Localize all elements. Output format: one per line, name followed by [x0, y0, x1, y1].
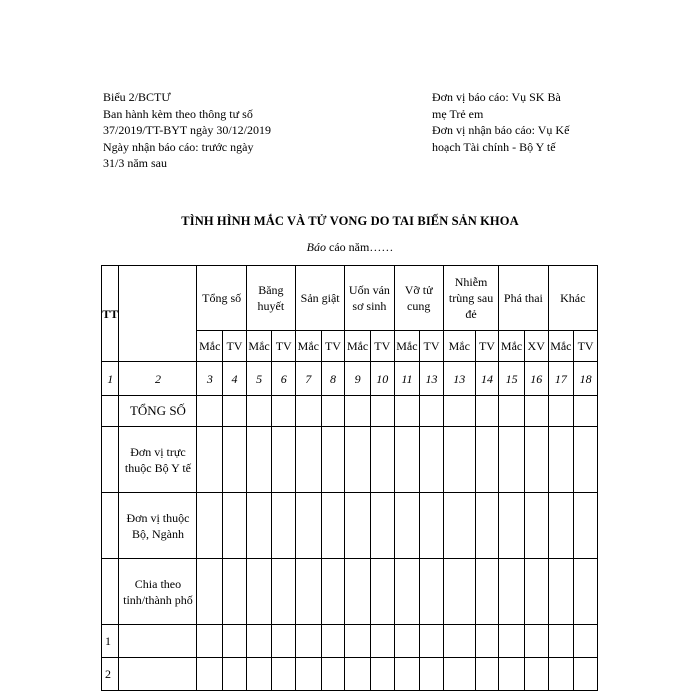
data-cell — [524, 396, 548, 427]
data-cell — [246, 493, 272, 559]
data-cell — [394, 427, 420, 493]
group-header: Khác — [548, 266, 597, 331]
row-tt: 2 — [102, 658, 119, 691]
data-cell — [574, 396, 598, 427]
data-cell — [524, 658, 548, 691]
data-cell — [370, 658, 394, 691]
document-title: TÌNH HÌNH MẮC VÀ TỬ VONG DO TAI BIẾN SẢN KHOA — [181, 214, 519, 228]
data-cell — [420, 396, 444, 427]
data-cell — [524, 493, 548, 559]
sub-header: TV — [321, 331, 345, 362]
report-table — [101, 265, 598, 691]
receiving-unit: Đơn vị nhận báo cáo: Vụ Kế — [432, 123, 570, 137]
data-cell — [443, 396, 475, 427]
data-cell — [272, 427, 296, 493]
data-cell — [321, 493, 345, 559]
form-code: Biểu 2/BCTƯ — [103, 90, 171, 104]
tt-header: TT — [102, 266, 119, 362]
group-header: Nhiễm trùng sau đẻ — [443, 266, 498, 331]
data-cell — [246, 658, 272, 691]
data-cell — [197, 427, 223, 493]
receive-date-line-2: 31/3 năm sau — [103, 156, 167, 170]
data-cell — [548, 559, 574, 625]
data-cell — [499, 658, 525, 691]
row-tt: 1 — [102, 625, 119, 658]
data-cell — [321, 559, 345, 625]
data-cell — [499, 625, 525, 658]
circular-ref: 37/2019/TT-BYT ngày 30/12/2019 — [103, 123, 271, 137]
data-cell — [574, 493, 598, 559]
sub-header: Mắc — [443, 331, 475, 362]
data-cell — [345, 493, 371, 559]
data-cell — [524, 625, 548, 658]
table-row — [102, 658, 598, 691]
row-tt — [102, 559, 119, 625]
data-cell — [272, 658, 296, 691]
data-cell — [475, 396, 499, 427]
column-number: 5 — [246, 362, 272, 396]
issued-by-line: Ban hành kèm theo thông tư số — [103, 106, 253, 121]
data-cell — [197, 493, 223, 559]
subtitle-italic: Báo — [306, 240, 327, 254]
group-header: Tổng số — [197, 266, 246, 331]
column-number: 13 — [443, 362, 475, 396]
column-number: 3 — [197, 362, 223, 396]
data-cell — [345, 396, 371, 427]
group-header: Sản giật — [296, 266, 345, 331]
data-cell — [443, 427, 475, 493]
sub-header: TV — [223, 331, 247, 362]
column-number: 8 — [321, 362, 345, 396]
group-header: Uốn ván sơ sinh — [345, 266, 394, 331]
data-cell — [321, 396, 345, 427]
data-cell — [475, 625, 499, 658]
data-cell — [524, 559, 548, 625]
group-header: Băng huyết — [246, 266, 295, 331]
row-tt — [102, 396, 119, 427]
data-cell — [370, 427, 394, 493]
data-cell — [394, 658, 420, 691]
data-cell — [548, 427, 574, 493]
data-cell — [443, 658, 475, 691]
table-row — [102, 396, 598, 427]
data-cell — [246, 396, 272, 427]
data-cell — [197, 625, 223, 658]
data-cell — [296, 493, 322, 559]
row-tt — [102, 493, 119, 559]
sub-header: TV — [272, 331, 296, 362]
row-label — [119, 625, 197, 658]
data-cell — [223, 493, 247, 559]
data-cell — [524, 427, 548, 493]
column-number: 10 — [370, 362, 394, 396]
row-tt — [102, 427, 119, 493]
row-label — [119, 658, 197, 691]
column-number: 6 — [272, 362, 296, 396]
sub-header: Mắc — [499, 331, 525, 362]
data-cell — [420, 559, 444, 625]
group-header: Vỡ tử cung — [394, 266, 443, 331]
data-cell — [345, 625, 371, 658]
table-row — [102, 493, 598, 559]
data-cell — [345, 559, 371, 625]
sub-header: Mắc — [548, 331, 574, 362]
data-cell — [475, 658, 499, 691]
data-cell — [499, 493, 525, 559]
data-cell — [394, 396, 420, 427]
sub-header: XV — [524, 331, 548, 362]
data-cell — [370, 559, 394, 625]
data-cell — [499, 559, 525, 625]
row-label: Chia theo tỉnh/thành phố — [119, 559, 197, 625]
sub-header: TV — [574, 331, 598, 362]
reporting-unit: Đơn vị báo cáo: Vụ SK Bà — [432, 90, 561, 104]
data-cell — [296, 658, 322, 691]
data-cell — [420, 658, 444, 691]
data-cell — [246, 625, 272, 658]
column-number: 18 — [574, 362, 598, 396]
column-number: 17 — [548, 362, 574, 396]
data-cell — [548, 658, 574, 691]
sub-header: Mắc — [246, 331, 272, 362]
data-cell — [394, 559, 420, 625]
data-cell — [296, 396, 322, 427]
table-row — [102, 559, 598, 625]
document-subtitle — [0, 240, 700, 255]
data-cell — [370, 493, 394, 559]
data-cell — [321, 427, 345, 493]
row-label: TỔNG SỐ — [119, 396, 197, 427]
data-cell — [296, 559, 322, 625]
data-cell — [574, 427, 598, 493]
data-cell — [223, 427, 247, 493]
data-cell — [475, 427, 499, 493]
data-cell — [197, 396, 223, 427]
reporting-unit-2: mẹ Trẻ em — [432, 106, 484, 121]
sub-header: Mắc — [345, 331, 371, 362]
group-header: Phá thai — [499, 266, 548, 331]
data-cell — [272, 396, 296, 427]
data-cell — [296, 625, 322, 658]
receiving-unit-2: hoạch Tài chính - Bộ Y tế — [432, 139, 556, 154]
row-label: Đơn vị trực thuộc Bộ Y tế — [119, 427, 197, 493]
receive-date-line: Ngày nhận báo cáo: trước ngày — [103, 139, 254, 154]
data-cell — [574, 559, 598, 625]
header-right — [432, 89, 569, 155]
data-cell — [197, 658, 223, 691]
column-number: 13 — [420, 362, 444, 396]
column-number: 9 — [345, 362, 371, 396]
sub-header: Mắc — [394, 331, 420, 362]
sub-header: TV — [475, 331, 499, 362]
data-cell — [246, 559, 272, 625]
data-cell — [475, 493, 499, 559]
data-cell — [443, 493, 475, 559]
data-cell — [548, 493, 574, 559]
column-number: 2 — [119, 362, 197, 396]
data-cell — [499, 427, 525, 493]
column-number: 1 — [102, 362, 119, 396]
column-number: 16 — [524, 362, 548, 396]
column-number: 7 — [296, 362, 322, 396]
data-cell — [548, 396, 574, 427]
table-row — [102, 625, 598, 658]
data-cell — [443, 625, 475, 658]
data-cell — [321, 625, 345, 658]
data-cell — [394, 493, 420, 559]
sub-header: TV — [370, 331, 394, 362]
data-cell — [223, 396, 247, 427]
data-cell — [345, 658, 371, 691]
column-number: 11 — [394, 362, 420, 396]
subtitle-rest: cáo năm…… — [326, 240, 394, 254]
data-cell — [370, 396, 394, 427]
column-number: 4 — [223, 362, 247, 396]
data-cell — [420, 625, 444, 658]
data-cell — [223, 625, 247, 658]
data-cell — [394, 625, 420, 658]
data-cell — [321, 658, 345, 691]
label-header — [119, 266, 197, 362]
data-cell — [272, 493, 296, 559]
data-cell — [370, 625, 394, 658]
data-cell — [420, 427, 444, 493]
sub-header: Mắc — [197, 331, 223, 362]
header-left — [103, 89, 271, 172]
sub-header: TV — [420, 331, 444, 362]
data-cell — [499, 396, 525, 427]
data-cell — [272, 559, 296, 625]
data-cell — [246, 427, 272, 493]
data-cell — [574, 625, 598, 658]
table-row — [102, 427, 598, 493]
data-cell — [443, 559, 475, 625]
data-cell — [272, 625, 296, 658]
data-cell — [345, 427, 371, 493]
data-cell — [548, 625, 574, 658]
data-cell — [223, 658, 247, 691]
data-cell — [296, 427, 322, 493]
data-cell — [197, 559, 223, 625]
data-cell — [574, 658, 598, 691]
column-number: 14 — [475, 362, 499, 396]
data-cell — [420, 493, 444, 559]
row-label: Đơn vị thuộc Bộ, Ngành — [119, 493, 197, 559]
sub-header: Mắc — [296, 331, 322, 362]
data-cell — [223, 559, 247, 625]
column-number: 15 — [499, 362, 525, 396]
data-cell — [475, 559, 499, 625]
